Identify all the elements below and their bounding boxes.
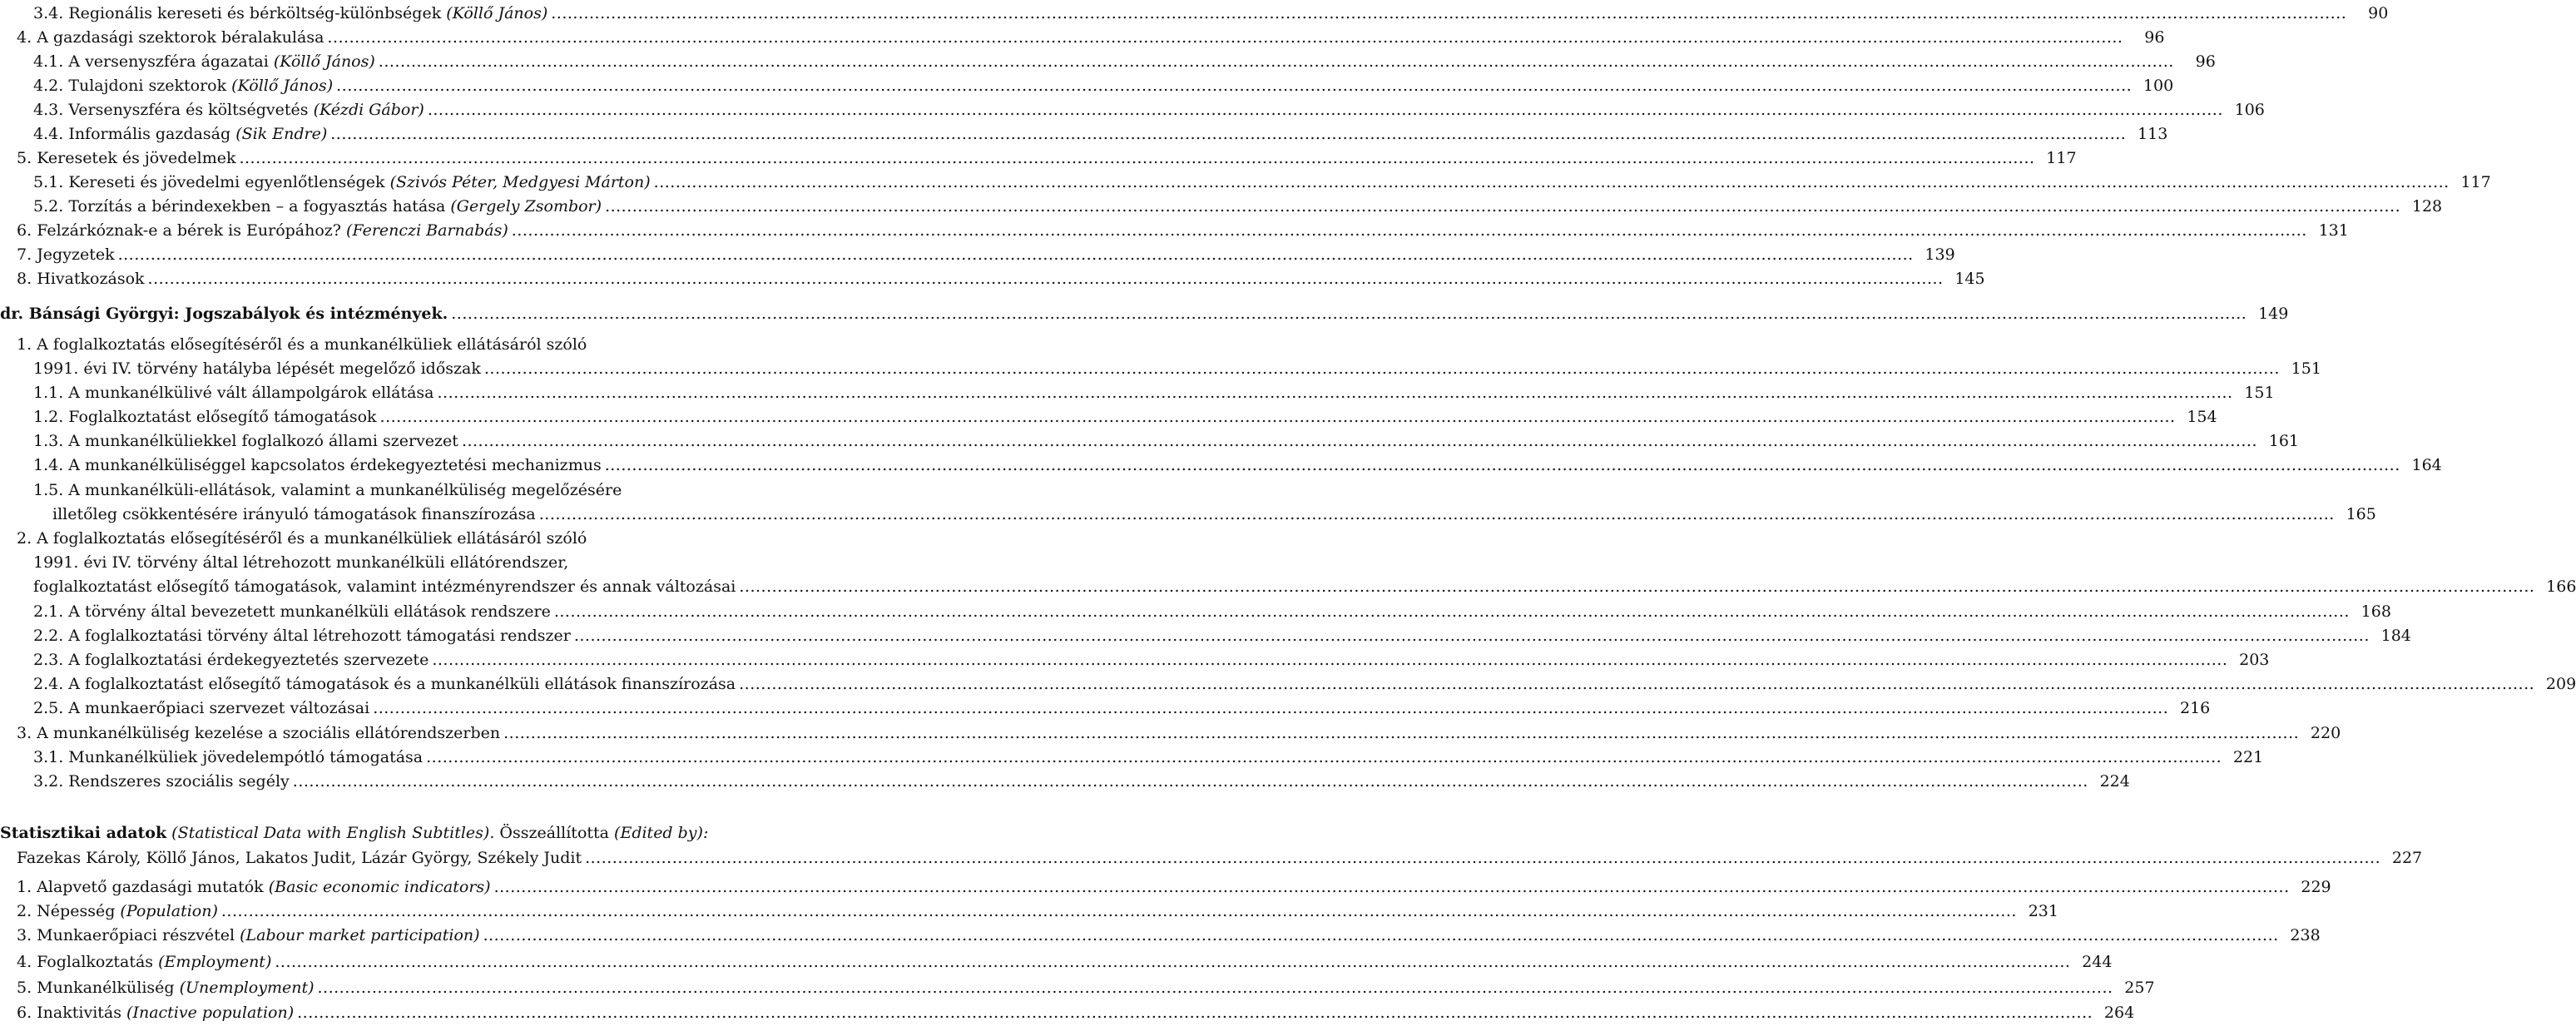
toc-entry: 2.3. A foglalkoztatási érdekegyeztetés szervezete ..... 203: [0, 648, 799, 672]
toc-entry: 1991. évi IV. törvény hatályba lépését megelőző időszak ..... 151: [0, 357, 799, 380]
stats-heading: Statisztikai adatok (Statistical Data with English Subtitles). Összeállította (Edited by):: [0, 824, 709, 842]
toc-entry: 2.4. A foglalkoztatást elősegítő támogatások és a munkanélküli ellátások finanszírozása ..... 209: [0, 672, 799, 696]
toc-entry: 2.5. A munkaerőpiaci szervezet változásai ..... 216: [0, 696, 799, 720]
toc-entry: 2.2. A foglalkoztatási törvény által létrehozott támogatási rendszer ..... 184: [0, 624, 799, 647]
toc-entry-line: 1991. évi IV. törvény által létrehozott munkanélküli ellátórendszer,: [33, 553, 569, 572]
toc-entry: 2. Népesség (Population) ..... 231: [0, 900, 799, 923]
toc-entry: 4.3. Versenyszféra és költségvetés (Kézdi Gábor) ..... 106: [0, 98, 799, 121]
toc-entry: 1.4. A munkanélküliséggel kapcsolatos érdekegyeztetési mechanizmus ..... 164: [0, 454, 799, 477]
toc-entry: 6. Felzárkóznak-e a bérek is Európához? (Ferenczi Barnabás) ..... 131: [0, 219, 799, 242]
toc-entry: 3.2. Rendszeres szociális segély ..... 224: [0, 770, 799, 793]
toc-entry-line: 1. A foglalkoztatás elősegítéséről és a munkanélküliek ellátásáról szóló: [17, 335, 587, 354]
toc-entry: 1.1. A munkanélkülivé vált állampolgárok ellátása ..... 151: [0, 381, 799, 404]
toc-entry: 3.1. Munkanélküliek jövedelempótló támogatása ..... 221: [0, 746, 799, 769]
toc-entry: 1. Alapvető gazdasági mutatók (Basic economic indicators) ..... 229: [0, 875, 799, 899]
toc-entry-line: 2. A foglalkoztatás elősegítéséről és a munkanélküliek ellátásáról szóló: [17, 529, 587, 548]
toc-entry: 4.2. Tulajdoni szektorok (Köllő János) ..... 100: [0, 74, 799, 97]
toc-entry: 4.4. Informális gazdaság (Sik Endre) ..... 113: [0, 122, 799, 146]
toc-entry: 6. Inaktivitás (Inactive population) ..... 264: [0, 1001, 799, 1024]
toc-entry: 5.1. Kereseti és jövedelmi egyenlőtlenségek (Szivós Péter, Medgyesi Márton) ..... 117: [0, 171, 799, 194]
toc-entry-line: 1.5. A munkanélküli-ellátások, valamint a munkanélküliség megelőzésére: [33, 481, 622, 499]
toc-entry: 5. Keresetek és jövedelmek ..... 117: [0, 146, 799, 170]
toc-entry: 3. A munkanélküliség kezelése a szociális ellátórendszerben ..... 220: [0, 721, 799, 745]
toc-entry: foglalkoztatást elősegítő támogatások, valamint intézményrendszer és annak változásai ..... 166: [0, 575, 799, 598]
toc-entry: 4. A gazdasági szektorok béralakulása ..... 96: [0, 26, 799, 49]
toc-entry: 8. Hivatkozások ..... 145: [0, 267, 799, 290]
toc-entry: 1.3. A munkanélküliekkel foglalkozó állami szervezet ..... 161: [0, 429, 799, 453]
toc-entry: 7. Jegyzetek ..... 139: [0, 243, 799, 266]
toc-section-heading: dr. Bánsági Györgyi: Jogszabályok és intézmények. ..... 149: [0, 302, 799, 325]
toc-entry: 4. Foglalkoztatás (Employment) ..... 244: [0, 950, 799, 974]
toc-entry: 3. Munkaerőpiaci részvétel (Labour market participation) ..... 238: [0, 924, 799, 947]
toc-entry: 2.1. A törvény által bevezetett munkanélküli ellátások rendszere ..... 168: [0, 600, 799, 623]
toc-entry: 5.2. Torzítás a bérindexekben – a fogyasztás hatása (Gergely Zsombor) ..... 128: [0, 195, 799, 218]
toc-entry: 3.4. Regionális kereseti és bérköltség-különbségek (Köllő János) ..... 90: [0, 2, 799, 25]
toc-entry: 5. Munkanélküliség (Unemployment) ..... 257: [0, 976, 799, 999]
toc-entry: illetőleg csökkentésére irányuló támogatások finanszírozása ..... 165: [0, 503, 799, 526]
toc-entry: 4.1. A versenyszféra ágazatai (Köllő János) ..... 96: [0, 50, 799, 73]
stats-editors-entry: Fazekas Károly, Köllő János, Lakatos Judit, Lázár György, Székely Judit ..... 227: [0, 846, 799, 870]
toc-entry: 1.2. Foglalkoztatást elősegítő támogatások ..... 154: [0, 405, 799, 429]
